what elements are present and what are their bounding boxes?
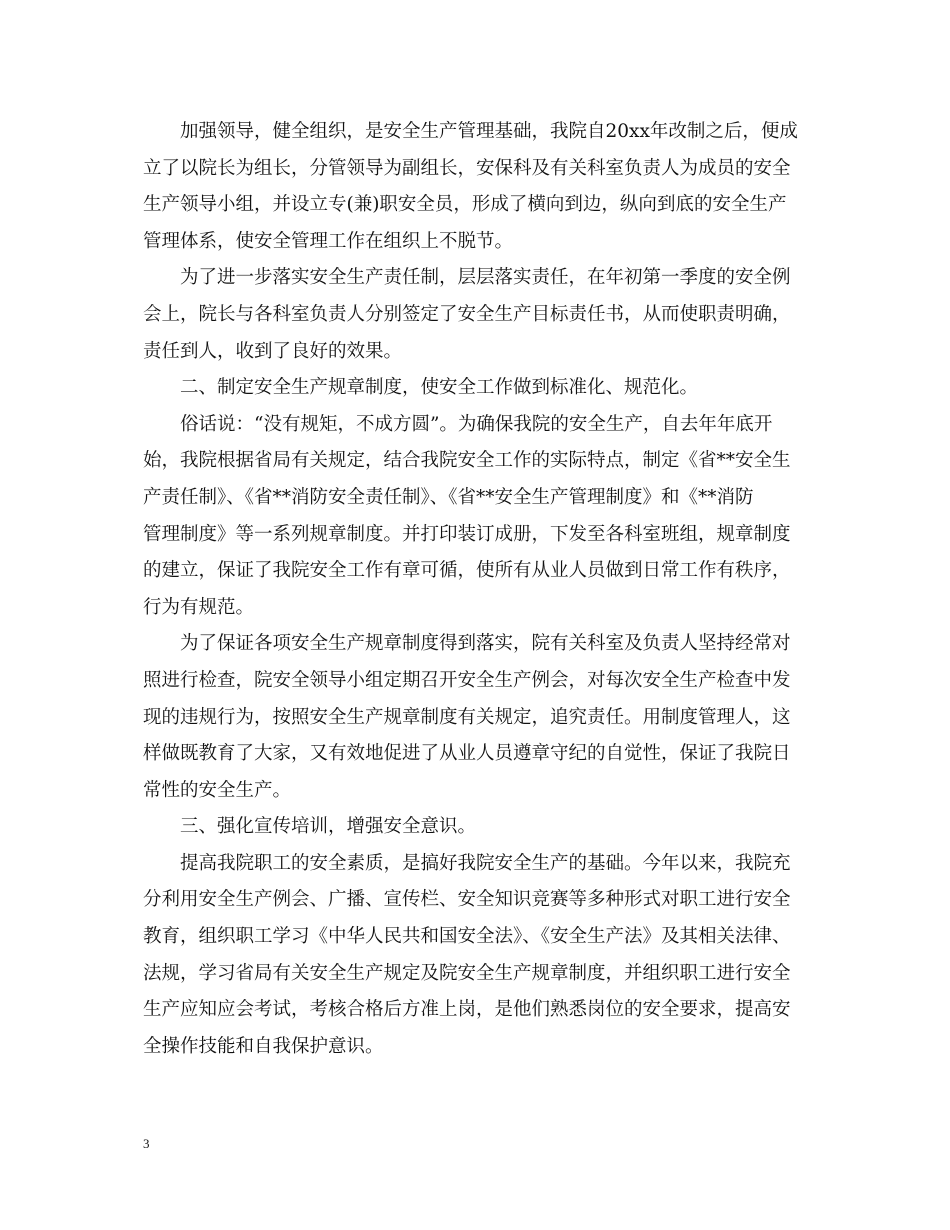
text-line: 常性的安全生产。 <box>143 779 292 801</box>
text-line: 的建立，保证了我院安全工作有章可循，使所有从业人员做到日常工作有秩序， <box>143 560 791 582</box>
text-line: 现的违规行为，按照安全生产规章制度有关规定，追究责任。用制度管理人，这 <box>143 706 791 728</box>
body-text <box>143 114 805 1065</box>
section-heading: 二、制定安全生产规章制度，使安全工作做到标准化、规范化。 <box>180 377 699 399</box>
text-line: 照进行检查，院安全领导小组定期召开安全生产例会，对每次安全生产检查中发 <box>143 669 791 691</box>
text-line: 始，我院根据省局有关规定，结合我院安全工作的实际特点，制定《省**安全生 <box>143 450 791 472</box>
text-line: 为了进一步落实安全生产责任制，层层落实责任，在年初第一季度的安全例 <box>180 267 791 289</box>
section-heading: 三、强化宣传培训，增强安全意识。 <box>180 816 477 838</box>
text-line: 样做既教育了大家，又有效地促进了从业人员遵章守纪的自觉性，保证了我院日 <box>143 743 791 765</box>
text-line: 管理体系，使安全管理工作在组织上不脱节。 <box>143 230 514 252</box>
text-line: 分利用安全生产例会、广播、宣传栏、安全知识竞赛等多种形式对职工进行安全 <box>143 889 791 911</box>
text-line: 产责任制》、《省**消防安全责任制》、《省**安全生产管理制度》和《**消防 <box>143 486 754 508</box>
text-line: 生产领导小组，并设立专(兼)职安全员，形成了横向到边，纵向到底的安全生产 <box>143 194 787 216</box>
text-line: 法规，学习省局有关安全生产规定及院安全生产规章制度，并组织职工进行安全 <box>143 962 791 984</box>
text-line: 为了保证各项安全生产规章制度得到落实，院有关科室及负责人坚持经常对 <box>180 633 791 655</box>
text-line: 行为有规范。 <box>143 596 255 618</box>
text-line: 管理制度》等一系列规章制度。并打印装订成册，下发至各科室班组，规章制度 <box>143 523 791 545</box>
text-line: 全操作技能和自我保护意识。 <box>143 1035 384 1057</box>
page-number: 3 <box>143 1136 150 1151</box>
text-line: 提高我院职工的安全素质，是搞好我院安全生产的基础。今年以来，我院充 <box>180 852 791 874</box>
text-line: 生产应知应会考试，考核合格后方准上岗，是他们熟悉岗位的安全要求，提高安 <box>143 999 791 1021</box>
text-line: 责任到人，收到了良好的效果。 <box>143 340 403 362</box>
text-line: 俗话说：“没有规矩，不成方圆”。为确保我院的安全生产，自去年年底开 <box>180 413 773 435</box>
text-line: 教育，组织职工学习《中华人民共和国安全法》、《安全生产法》及其相关法律、 <box>143 926 791 948</box>
text-line: 会上，院长与各科室负责人分别签定了安全生产目标责任书，从而使职责明确， <box>143 303 791 325</box>
text-line: 立了以院长为组长，分管领导为副组长，安保科及有关科室负责人为成员的安全 <box>143 157 791 179</box>
text-line: 加强领导，健全组织，是安全生产管理基础，我院自20xx年改制之后，便成 <box>180 121 798 142</box>
